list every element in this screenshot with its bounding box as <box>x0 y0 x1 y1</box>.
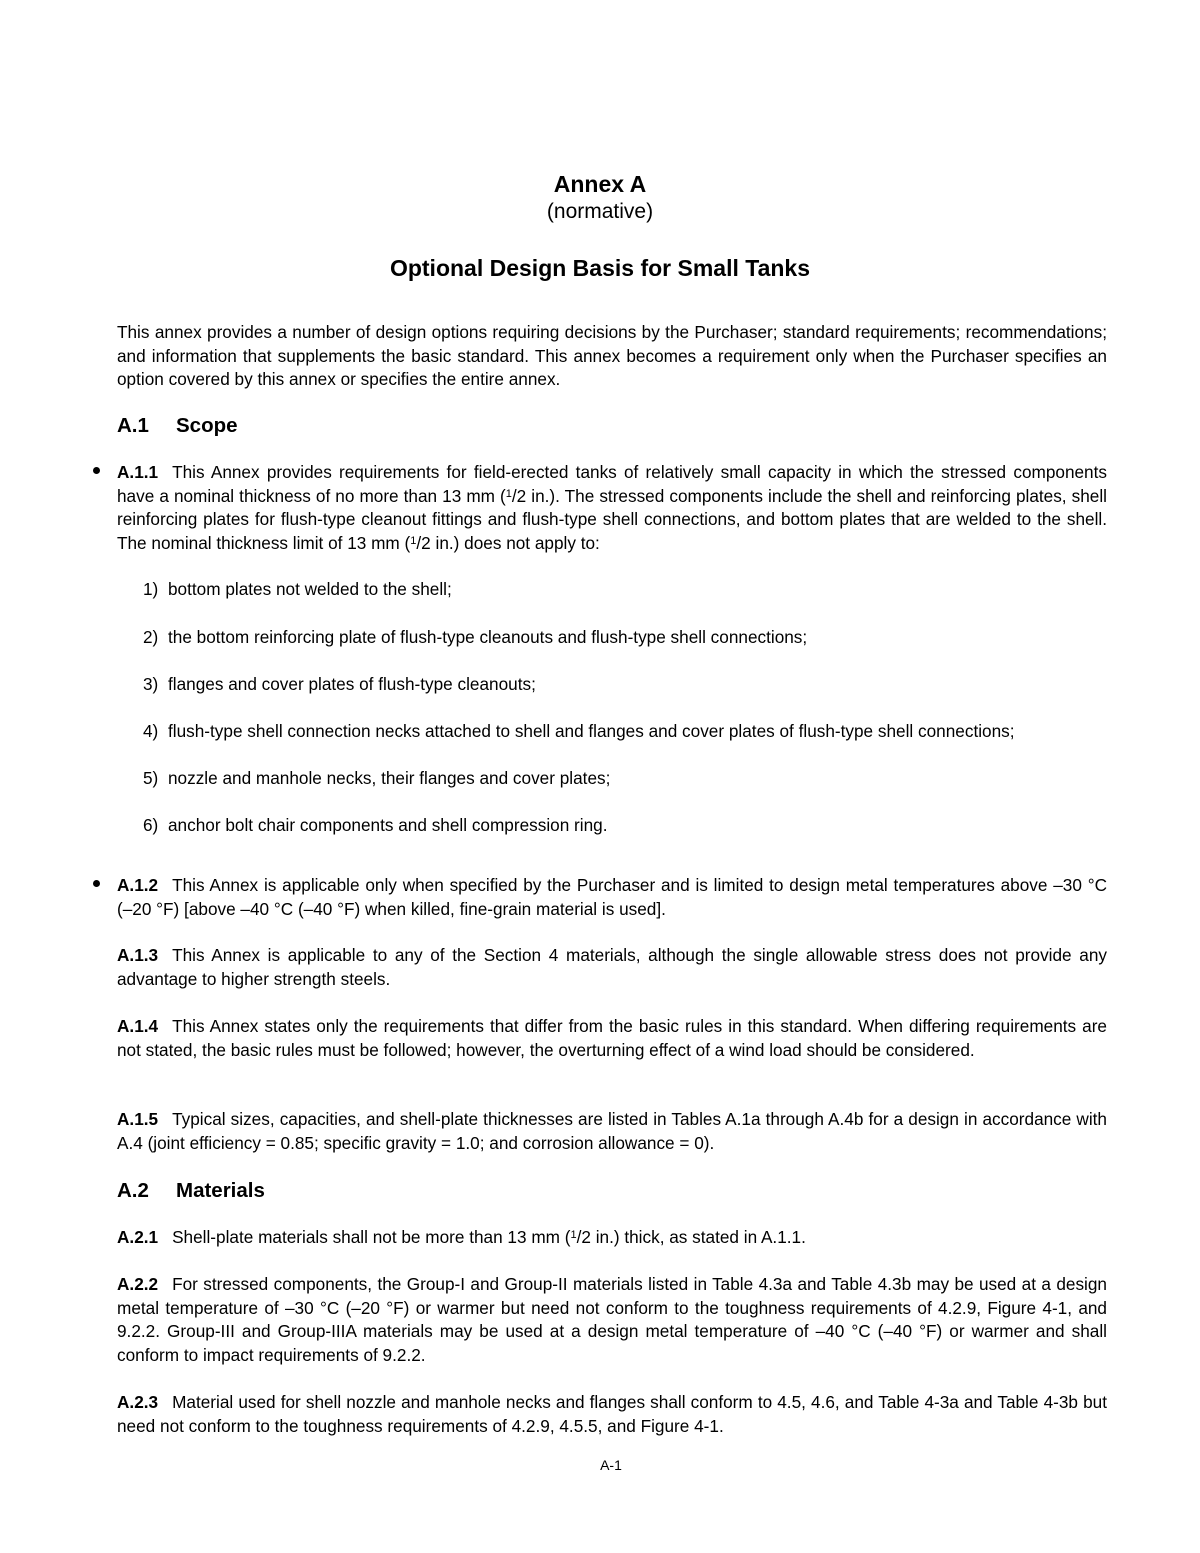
fraction-denominator: /2 <box>416 532 431 553</box>
clause-text: For stressed components, the Group-I and Group-II materials listed in Table 4.3a and Table 4.3b may be used at a design metal temperature of –30 °C (–20 °F) or warmer but need not conform to the toughness requirements of 4.2.9, Figure 4-1, and 9.2.2. Group-III and Group-IIIA materials may be used at a design metal temperature of –40 °C (–40 °F) or warmer and shall conform to impact requirements of 9.2.2. <box>117 1274 1107 1365</box>
clause-text: This Annex is applicable to any of the Section 4 materials, although the single allowable stress does not provide any advantage to higher strength steels. <box>117 945 1107 989</box>
clause-text: This Annex states only the requirements that differ from the basic rules in this standard. When differing requirements are not stated, the basic rules must be followed; however, the overturning effect of a wind load should be considered. <box>117 1016 1107 1060</box>
clause-text: This Annex is applicable only when specified by the Purchaser and is limited to design metal temperatures above –30 °C (–20 °F) [above –40 °C (–40 °F) when killed, fine-grain material is used]. <box>117 875 1107 919</box>
section-title: Scope <box>176 414 238 437</box>
list-number: 5) <box>143 768 159 788</box>
list-text: anchor bolt chair components and shell compression ring. <box>168 815 608 835</box>
fraction-numerator: 1 <box>570 1229 577 1241</box>
list-number: 3) <box>143 674 159 694</box>
clause-number: A.2.2 <box>117 1274 159 1294</box>
list-text: the bottom reinforcing plate of flush-type cleanouts and flush-type shell connections; <box>168 627 808 647</box>
annex-heading: Annex A <box>553 171 647 197</box>
clause-number: A.1.3 <box>117 945 159 965</box>
section-heading-a1 <box>117 414 238 438</box>
list-number: 4) <box>143 721 159 741</box>
clause-a-2-1 <box>117 1226 1107 1250</box>
clause-a-1-3 <box>117 944 1107 991</box>
clause-a-1-5 <box>117 1108 1107 1155</box>
clause-text: in.) thick, as stated in A.1.1. <box>590 1227 806 1247</box>
clause-a-2-3 <box>117 1391 1107 1438</box>
clause-text: Typical sizes, capacities, and shell-plate thicknesses are listed in Tables A.1a through A.4b for a design in accordance with A.4 (joint efficiency = 0.85; specific gravity = 1.0; and corrosion allowance = 0). <box>117 1109 1107 1153</box>
list-text: flanges and cover plates of flush-type cleanouts; <box>168 674 536 694</box>
change-bullet-icon <box>93 467 100 474</box>
list-number: 6) <box>143 815 159 835</box>
section-number: A.2 <box>117 1179 149 1202</box>
section-heading-a2 <box>117 1179 265 1203</box>
clause-a-1-2 <box>117 874 1107 921</box>
clause-text: in.). The stressed components include the shell and reinforcing plates, shell reinforcing plates for flush-type cleanout fittings and flush-type shell connections, and bottom plates that are welded to the shell. The nominal thickness limit of 13 mm ( <box>117 485 1107 553</box>
clause-number: A.1.4 <box>117 1016 159 1036</box>
list-text: flush-type shell connection necks attached to shell and flanges and cover plates of flush-type shell connections; <box>168 721 1015 741</box>
list-item <box>143 720 1015 744</box>
list-text: nozzle and manhole necks, their flanges and cover plates; <box>168 768 611 788</box>
clause-text: This Annex provides requirements for field-erected tanks of relatively small capacity in which the stressed components have a nominal thickness of no more than 13 mm ( <box>117 462 1107 506</box>
list-item <box>143 578 452 602</box>
intro-paragraph: This annex provides a number of design options requiring decisions by the Purchaser; standard requirements; recommendations; and information that supplements the basic standard. This annex becomes a requirement only when the Purchaser specifies an option covered by this annex or specifies the entire annex. <box>117 322 1107 389</box>
section-number: A.1 <box>117 414 149 437</box>
list-number: 1) <box>143 579 159 599</box>
clause-a-2-2 <box>117 1273 1107 1367</box>
fraction-numerator: 1 <box>410 534 417 547</box>
list-number: 2) <box>143 627 159 647</box>
fraction-denominator: /2 <box>511 485 527 506</box>
clause-number: A.1.1 <box>117 462 159 482</box>
clause-text: in.) does not apply to: <box>430 532 600 553</box>
list-item <box>143 814 607 838</box>
list-item <box>143 626 807 650</box>
fraction-denominator: /2 <box>576 1227 591 1247</box>
clause-text: Shell-plate materials shall not be more than 13 mm ( <box>172 1227 571 1247</box>
section-title: Materials <box>176 1179 265 1202</box>
clause-number: A.1.5 <box>117 1109 159 1129</box>
clause-number: A.2.1 <box>117 1227 159 1247</box>
list-text: bottom plates not welded to the shell; <box>168 579 452 599</box>
clause-number: A.1.2 <box>117 875 159 895</box>
change-bullet-icon <box>93 880 100 887</box>
list-item <box>143 673 536 697</box>
clause-text: Material used for shell nozzle and manhole necks and flanges shall conform to 4.5, 4.6, and Table 4-3a and Table 4-3b but need not conform to the toughness requirements of 4.2.9, 4.5.5, and Figure 4-1. <box>117 1392 1107 1436</box>
clause-number: A.2.3 <box>117 1392 159 1412</box>
clause-a-1-1 <box>117 461 1107 555</box>
list-item <box>143 767 610 791</box>
annex-title: Optional Design Basis for Small Tanks <box>389 255 811 281</box>
annex-type: (normative) <box>546 200 654 223</box>
page-number: A-1 <box>600 1457 622 1473</box>
clause-a-1-4 <box>117 1015 1107 1062</box>
fraction-numerator: 1 <box>505 487 512 500</box>
